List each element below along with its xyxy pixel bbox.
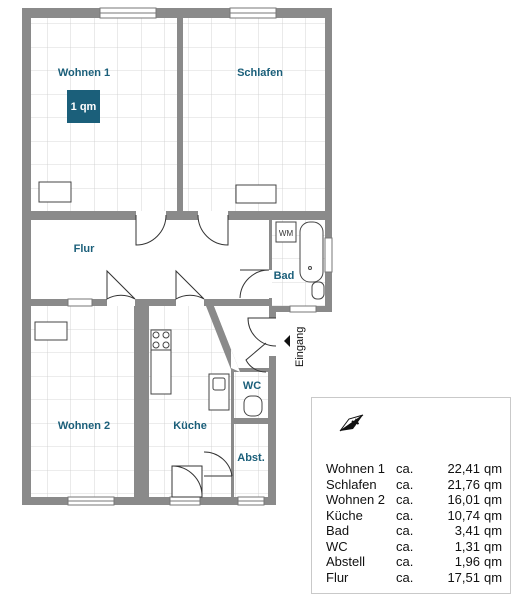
counter	[151, 350, 171, 394]
area-approx: ca.	[396, 554, 414, 569]
compass-icon	[338, 412, 366, 434]
area-unit: qm	[484, 538, 503, 554]
area-approx: ca.	[396, 569, 414, 585]
sink-bad	[312, 282, 324, 299]
area-unit: qm	[484, 569, 503, 585]
area-unit: qm	[484, 476, 503, 492]
area-unit: qm	[484, 523, 503, 538]
area-approx: ca.	[396, 523, 414, 538]
area-approx: ca.	[396, 492, 414, 507]
room-label-wc: WC	[242, 380, 262, 392]
area-value: 10,74	[447, 507, 480, 523]
entrance-arrow-icon	[284, 335, 290, 347]
area-row	[326, 539, 502, 555]
room-label-flur: Flur	[73, 243, 95, 255]
area-room-name: Küche	[326, 507, 363, 523]
area-row	[326, 461, 502, 477]
area-room-name: Bad	[326, 523, 350, 538]
area-room-name: Wohnen 1	[326, 461, 386, 476]
area-unit: qm	[484, 507, 503, 523]
area-value: 22,41	[447, 461, 480, 476]
area-approx: ca.	[396, 507, 414, 523]
area-room-name: Flur	[326, 569, 349, 585]
radiator-wohnen1	[39, 182, 71, 202]
area-row	[326, 554, 502, 570]
area-row	[326, 477, 502, 493]
room-label-bad: Bad	[273, 270, 295, 282]
radiator-schlafen	[236, 185, 276, 203]
toilet	[244, 396, 262, 416]
area-row	[326, 570, 502, 586]
room-label-kueche: Küche	[173, 420, 207, 432]
entrance-label: Eingang	[294, 326, 306, 367]
washing-machine-label: WM	[278, 229, 294, 238]
bathtub	[300, 222, 323, 282]
area-room-name: WC	[326, 538, 348, 554]
room-label-schlafen: Schlafen	[237, 67, 283, 79]
area-room-name: Wohnen 2	[326, 492, 386, 507]
area-value: 21,76	[447, 476, 480, 492]
room-label-wohnen2: Wohnen 2	[57, 420, 111, 432]
area-value: 3,41	[454, 523, 480, 538]
area-unit: qm	[484, 492, 503, 507]
area-table	[326, 461, 502, 585]
area-row	[326, 523, 502, 539]
area-row	[326, 492, 502, 508]
area-value: 17,51	[447, 569, 480, 585]
unit-square-label: 1 qm	[70, 101, 97, 113]
area-unit: qm	[484, 554, 503, 569]
room-label-abstell: Abst.	[237, 452, 265, 464]
area-unit: qm	[484, 461, 503, 476]
area-value: 1,31	[454, 538, 480, 554]
area-legend	[311, 397, 511, 594]
compass-north-label: N	[350, 416, 361, 429]
area-approx: ca.	[396, 476, 414, 492]
room-label-wohnen1: Wohnen 1	[57, 67, 111, 79]
area-value: 1,96	[454, 554, 480, 569]
area-room-name: Abstell	[326, 554, 366, 569]
area-approx: ca.	[396, 461, 414, 476]
area-value: 16,01	[447, 492, 480, 507]
radiator-wohnen2	[35, 322, 67, 340]
area-approx: ca.	[396, 538, 414, 554]
area-row	[326, 508, 502, 524]
area-room-name: Schlafen	[326, 476, 377, 492]
